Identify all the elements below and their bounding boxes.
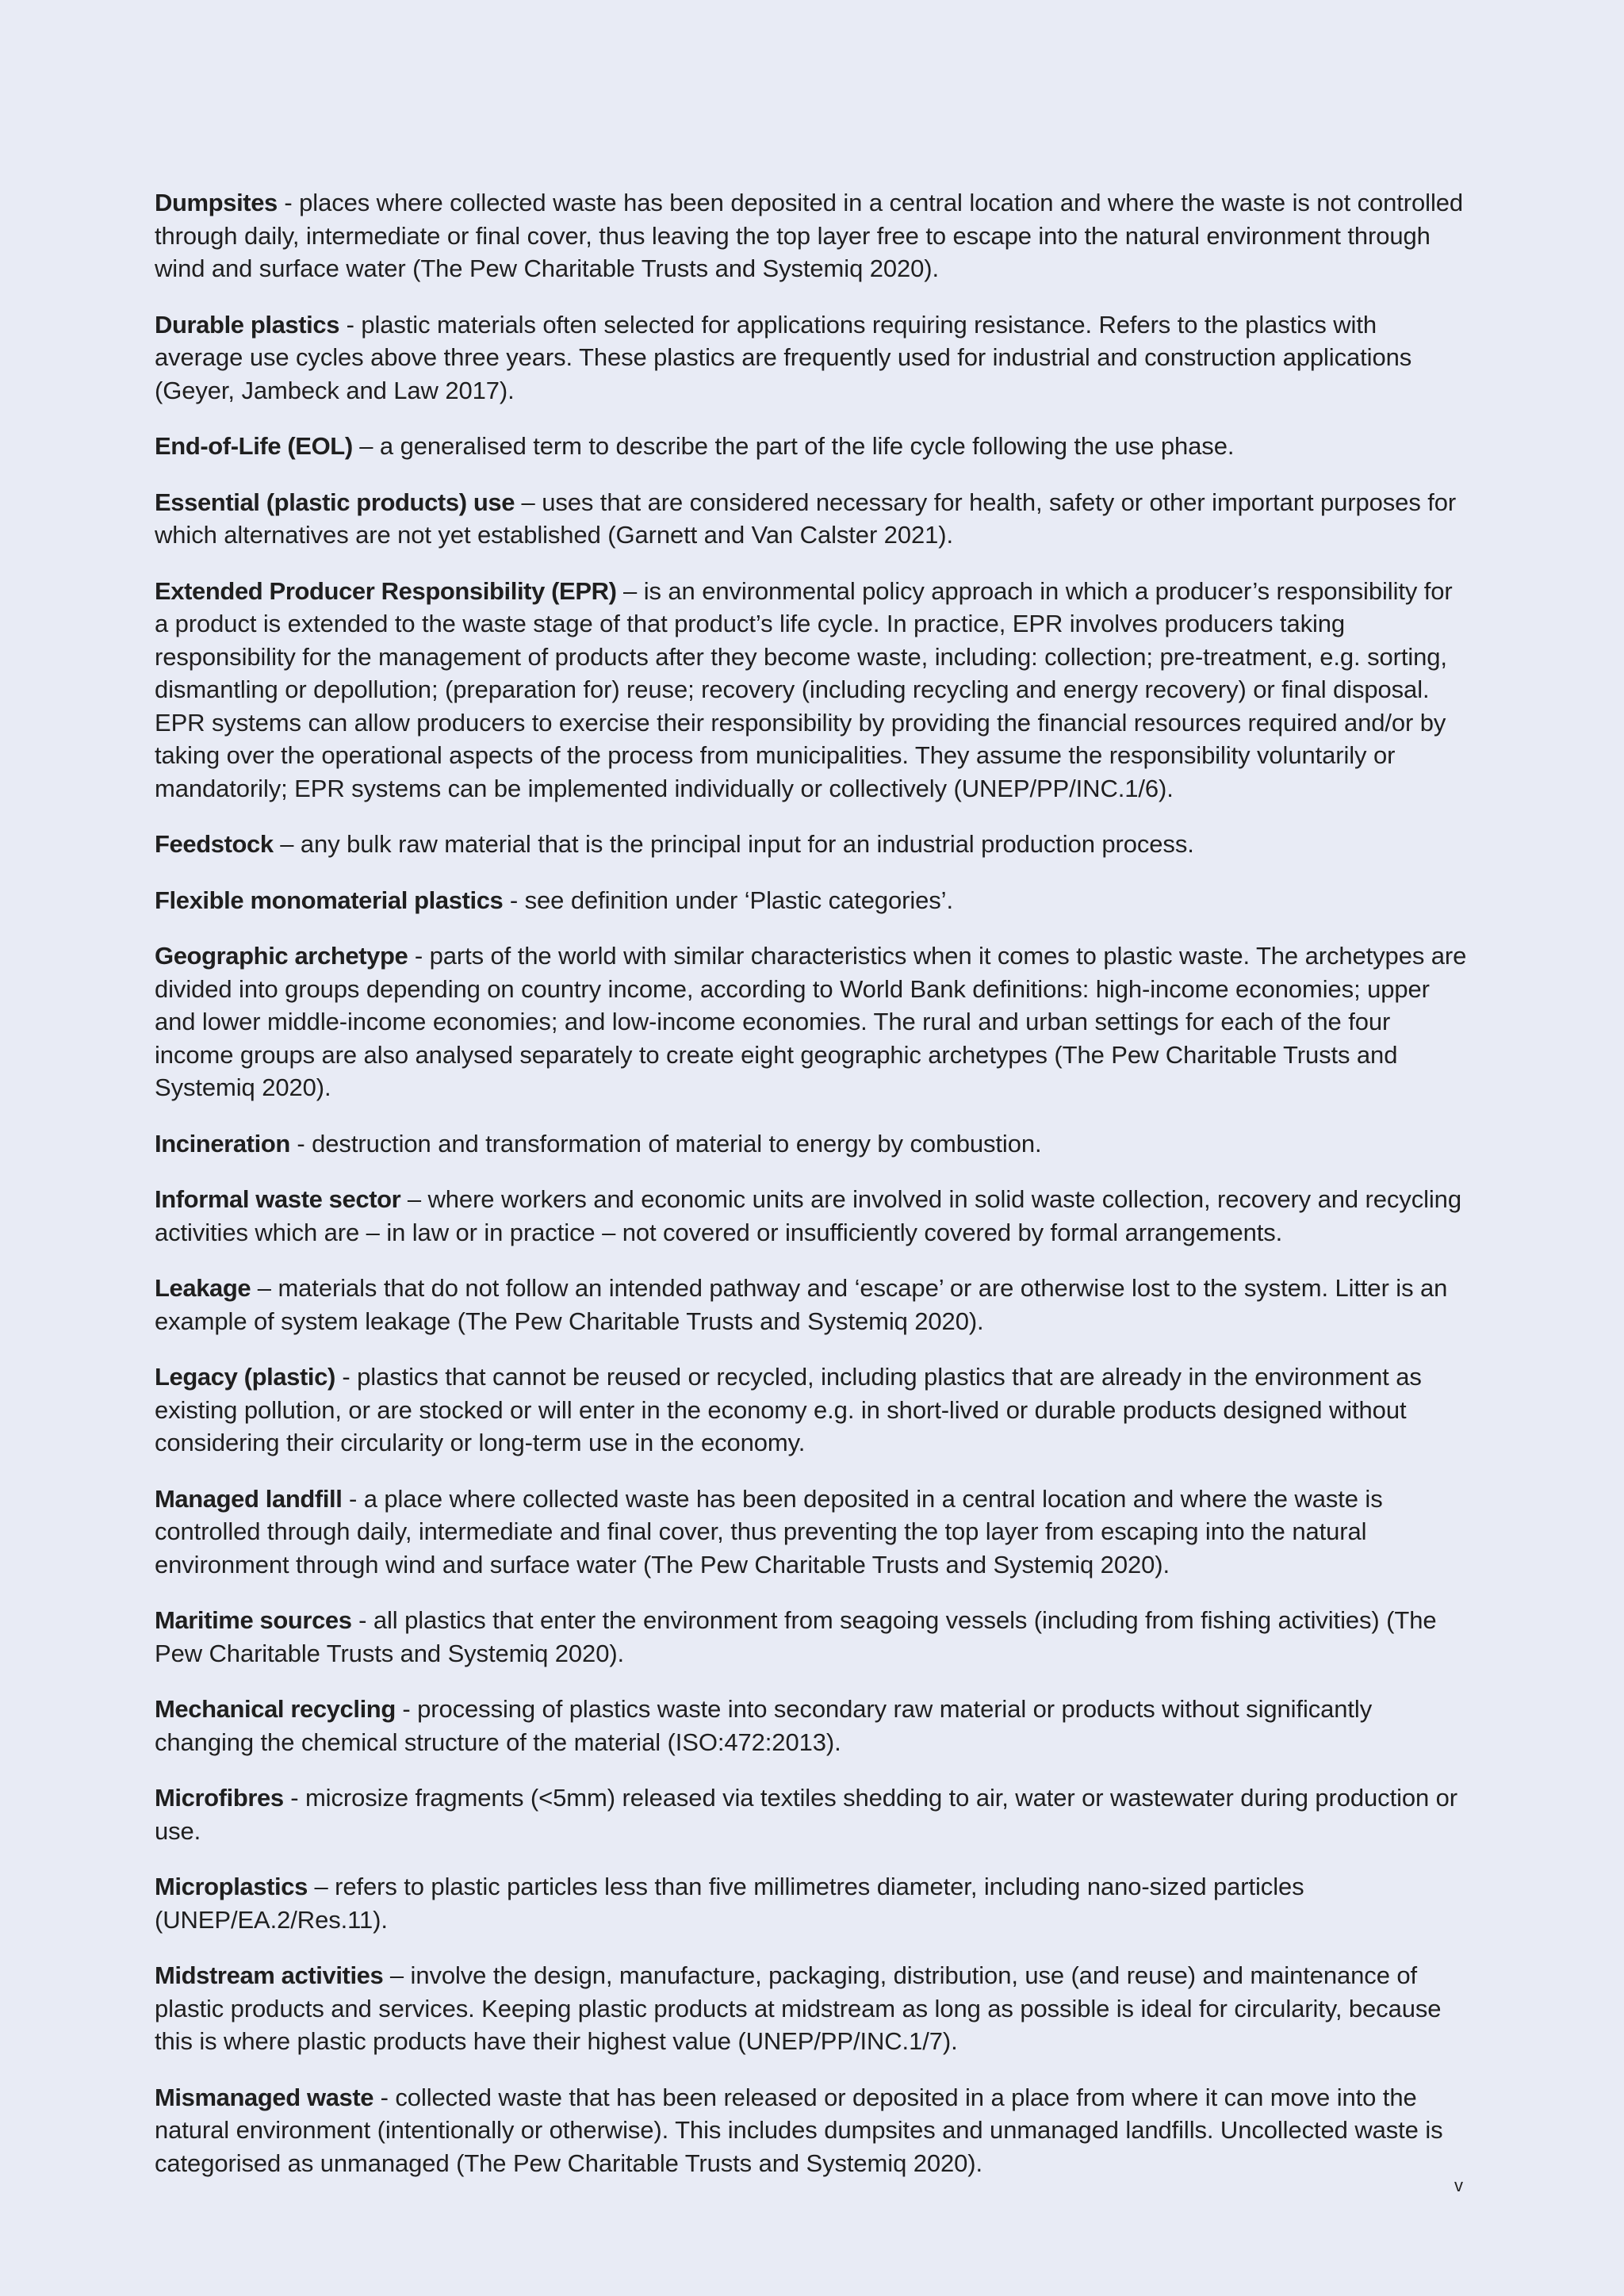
glossary-definition: – any bulk raw material that is the principal input for an industrial production process. bbox=[273, 830, 1194, 858]
glossary-entry-end-of-life bbox=[155, 430, 1471, 463]
glossary-term: Feedstock bbox=[155, 830, 274, 858]
glossary-definition: – is an environmental policy approach in which a producer’s responsibility for a product is extended to the waste stage of that product’s life cycle. In practice, EPR involves producers taking responsibility for the management of products after they become waste, including: collection; pre-treatment, e.g. sorting, dismantling or depollution; (preparation for) reuse; recovery (including recycling and energy recovery) or final disposal. EPR systems can allow producers to exercise their responsibility by providing the financial resources required and/or by taking over the operational aspects of the process from municipalities. They assume the responsibility voluntarily or mandatorily; EPR systems can be implemented individually or collectively (UNEP/PP/INC.1/6). bbox=[155, 576, 1453, 802]
glossary-entry-midstream-activities bbox=[155, 1959, 1471, 2058]
glossary-term: Mismanaged waste bbox=[155, 2083, 374, 2111]
glossary-term: Extended Producer Responsibility (EPR) bbox=[155, 576, 617, 605]
glossary-entry-geographic-archetype bbox=[155, 939, 1471, 1104]
glossary-entry-managed-landfill bbox=[155, 1483, 1471, 1582]
glossary-term: Essential (plastic products) use bbox=[155, 488, 515, 516]
glossary-entry-informal-waste-sector bbox=[155, 1183, 1471, 1249]
glossary-definition: - destruction and transformation of material to energy by combustion. bbox=[289, 1129, 1042, 1158]
glossary-term: Leakage bbox=[155, 1274, 251, 1302]
glossary-term: Dumpsites bbox=[155, 189, 278, 216]
glossary-entry-legacy-plastic bbox=[155, 1360, 1471, 1460]
glossary-definition: - collected waste that has been released or deposited in a place from where it can move into the natural environment (intentionally or otherwise). This includes dumpsites and unmanaged landfills. Uncollected waste is categorised as unmanaged (The Pew Charitable Trusts and Systemiq 2020). bbox=[155, 2083, 1443, 2177]
glossary-term: Mechanical recycling bbox=[155, 1695, 396, 1723]
glossary-term: Midstream activities bbox=[155, 1961, 384, 1989]
glossary-definition: – where workers and economic units are involved in solid waste collection, recovery and recycling activities which are – in law or in practice – not covered or insufficiently covered by formal arrangements. bbox=[155, 1185, 1461, 1246]
glossary-term: Informal waste sector bbox=[155, 1185, 401, 1213]
glossary-entry-essential-use bbox=[155, 486, 1471, 552]
glossary-entry-microplastics bbox=[155, 1870, 1471, 1936]
glossary-definition: – uses that are considered necessary for health, safety or other important purposes for which alternatives are not yet established (Garnett and Van Calster 2021). bbox=[155, 488, 1457, 549]
glossary-definition: – materials that do not follow an intended pathway and ‘escape’ or are otherwise lost to the system. Litter is an example of system leakage (The Pew Charitable Trusts and Systemiq 2020). bbox=[155, 1274, 1448, 1335]
glossary-entry-epr bbox=[155, 575, 1471, 806]
glossary-definition: – involve the design, manufacture, packaging, distribution, use (and reuse) and maintenance of plastic products and services. Keeping plastic products at midstream as long as possible is ideal for circularity, because this is where plastic products have their highest value (UNEP/PP/INC.1/7). bbox=[155, 1961, 1442, 2055]
glossary-entry-mechanical-recycling bbox=[155, 1693, 1471, 1758]
glossary-term: Maritime sources bbox=[155, 1606, 352, 1634]
glossary-entry-maritime-sources bbox=[155, 1604, 1471, 1670]
glossary-entry-feedstock bbox=[155, 828, 1471, 861]
glossary-page bbox=[155, 186, 1471, 2202]
glossary-definition: – refers to plastic particles less than five millimetres diameter, including nano-sized particles (UNEP/EA.2/Res.11). bbox=[155, 1873, 1304, 1934]
glossary-term: Managed landfill bbox=[155, 1484, 343, 1513]
page-number: v bbox=[1454, 2175, 1463, 2195]
glossary-definition: - places where collected waste has been deposited in a central location and where the waste is not controlled through daily, intermediate or final cover, thus leaving the top layer free to escape into the natural environment through wind and surface water (The Pew Charitable Trusts and Systemiq 2020). bbox=[155, 189, 1464, 282]
glossary-term: Incineration bbox=[155, 1129, 290, 1158]
glossary-definition: - plastics that cannot be reused or recycled, including plastics that are already in the environment as existing pollution, or are stocked or will enter in the economy e.g. in short-lived or durable products designed without considering their circularity or long-term use in the economy. bbox=[155, 1363, 1422, 1456]
glossary-entry-dumpsites bbox=[155, 186, 1471, 285]
glossary-entry-leakage bbox=[155, 1272, 1471, 1337]
glossary-definition: – a generalised term to describe the part of the life cycle following the use phase. bbox=[352, 432, 1235, 460]
glossary-entry-incineration bbox=[155, 1127, 1471, 1161]
glossary-term: Microfibres bbox=[155, 1784, 284, 1812]
glossary-entry-microfibres bbox=[155, 1781, 1471, 1847]
glossary-definition: - plastic materials often selected for applications requiring resistance. Refers to the plastics with average use cycles above three years. These plastics are frequently used for industrial and construction applications (Geyer, Jambeck and Law 2017). bbox=[155, 310, 1412, 404]
glossary-definition: - parts of the world with similar characteristics when it comes to plastic waste. The archetypes are divided into groups depending on country income, according to World Bank definitions: high-income economies; upper and lower middle-income economies; and low-income economies. The rural and urban settings for each of the four income groups are also analysed separately to create eight geographic archetypes (The Pew Charitable Trusts and Systemiq 2020). bbox=[155, 942, 1467, 1101]
glossary-definition: - microsize fragments (<5mm) released via textiles shedding to air, water or wastewater during production or use. bbox=[155, 1784, 1458, 1845]
glossary-definition: - see definition under ‘Plastic categories’. bbox=[503, 886, 953, 914]
glossary-term: End-of-Life (EOL) bbox=[155, 432, 353, 460]
glossary-entry-durable-plastics bbox=[155, 308, 1471, 408]
glossary-term: Microplastics bbox=[155, 1873, 308, 1900]
glossary-entry-flexible-monomaterial bbox=[155, 884, 1471, 917]
glossary-entry-mismanaged-waste bbox=[155, 2081, 1471, 2180]
glossary-definition: - all plastics that enter the environment from seagoing vessels (including from fishing activities) (The Pew Charitable Trusts and Systemiq 2020). bbox=[155, 1606, 1437, 1667]
glossary-term: Durable plastics bbox=[155, 310, 340, 339]
glossary-term: Legacy (plastic) bbox=[155, 1363, 335, 1391]
glossary-definition: - processing of plastics waste into secondary raw material or products without significantly changing the chemical structure of the material (ISO:472:2013). bbox=[155, 1695, 1373, 1756]
glossary-definition: - a place where collected waste has been deposited in a central location and where the waste is controlled through daily, intermediate and final cover, thus preventing the top layer from escaping into the natural environment through wind and surface water (The Pew Charitable Trusts and Systemiq 2020). bbox=[155, 1484, 1383, 1578]
glossary-term: Flexible monomaterial plastics bbox=[155, 886, 504, 914]
glossary-term: Geographic archetype bbox=[155, 942, 408, 970]
